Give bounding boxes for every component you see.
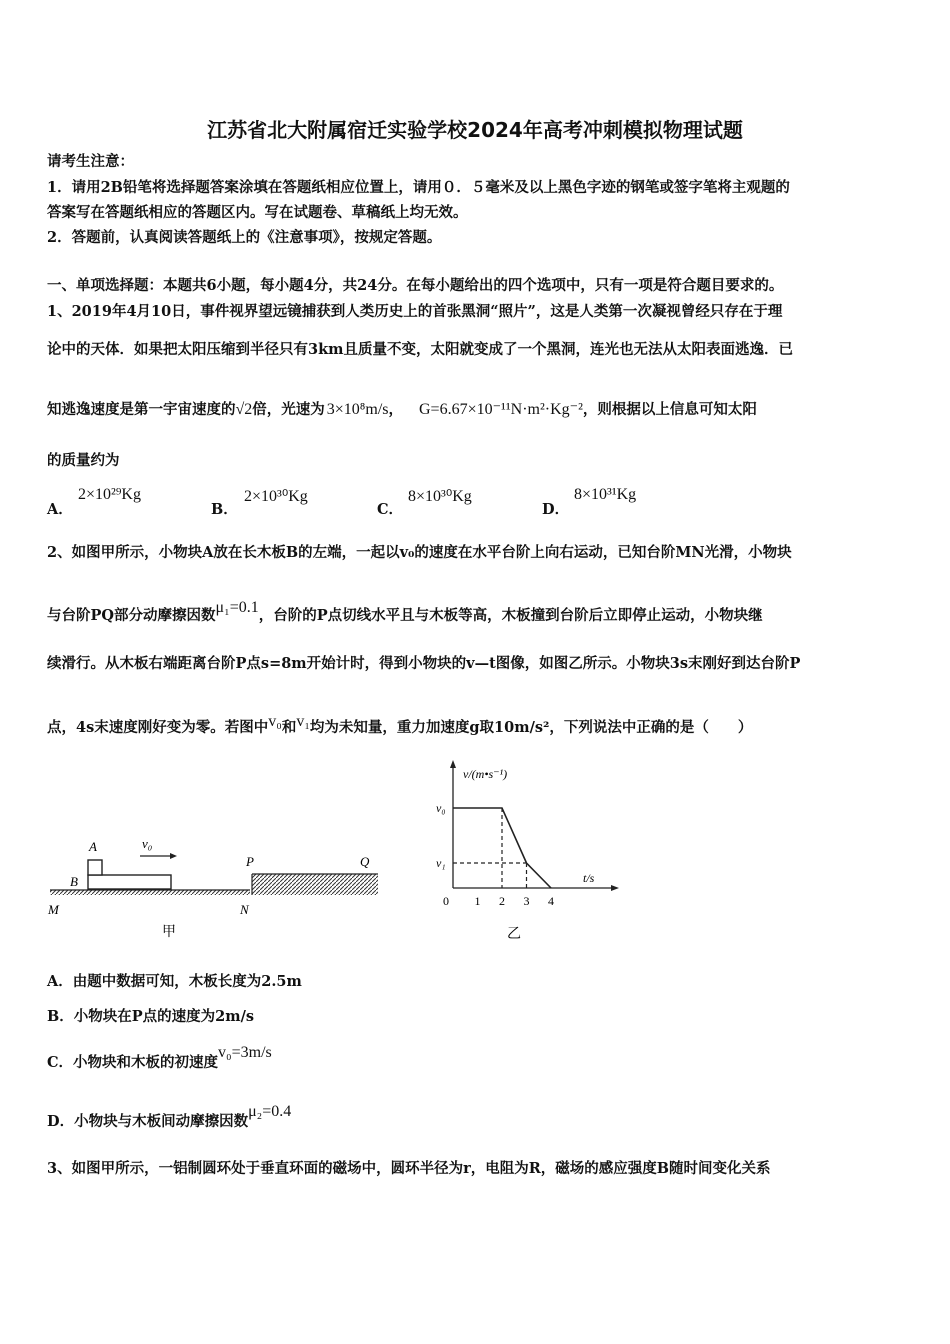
v1-symbol: v₁ — [296, 713, 310, 730]
step-pq — [252, 874, 378, 895]
q1-option-b-value: 2×10³⁰Kg — [244, 488, 308, 505]
mu1-value: μ₁=0.1 — [215, 599, 259, 616]
notice-item-2: 2．答题前，认真阅读答题纸上的《注意事项》，按规定答题。 — [47, 229, 442, 246]
notice-item-1a: 1．请用2B铅笔将选择题答案涂填在答题纸相应位置上，请用０．５毫米及以上黑色字迹的钢笔或签字笔将主观题的 — [47, 179, 790, 196]
q2-line-2a: 与台阶PQ部分动摩擦因数 — [47, 607, 216, 624]
q1-option-d-label: D． — [542, 501, 570, 518]
q2-option-c — [47, 1044, 272, 1073]
q1-line-3a: 知逃逸速度是第一宇宙速度的 — [47, 401, 236, 418]
q1-option-c-value: 8×10³⁰Kg — [408, 488, 472, 505]
section-heading: 一、单项选择题：本题共6小题，每小题4分，共24分。在每小题给出的四个选项中，只有一项是符合题目要求的。 — [47, 277, 784, 294]
label-a: A — [89, 839, 97, 854]
light-speed: 3×10⁸m/s — [326, 401, 389, 418]
y-axis-label: v/(m•s⁻¹) — [463, 767, 508, 781]
and-word: 和 — [281, 719, 297, 736]
label-q: Q — [360, 854, 370, 869]
q3-line-1: 3、如图甲所示，一铝制圆环处于垂直环面的磁场中，圆环半径为r，电阻为R，磁场的感应强度B随时间变化关系 — [47, 1160, 771, 1177]
label-p: P — [246, 854, 254, 869]
q2-line-4 — [47, 713, 753, 738]
q2-line-3: 续滑行。从木板右端距离台阶P点s=8m开始计时，得到小物块的v—t图像，如图乙所示。小物块3s末刚好到达台阶P — [47, 655, 801, 672]
q2-line-4a: 点，4s末速度刚好变为零。若图中 — [47, 719, 269, 736]
gravitational-constant: G=6.67×10⁻¹¹N·m²·Kg⁻² — [419, 401, 583, 418]
q1-line-4: 的质量约为 — [47, 452, 120, 469]
q2-line-2b: ，台阶的P点切线水平且与木板等高，木板撞到台阶后立即停止运动，小物块继 — [258, 607, 763, 624]
q1-option-a-label: A． — [47, 501, 73, 518]
q2-option-d-value: μ₂=0.4 — [248, 1103, 292, 1120]
q2-option-b: B．小物块在P点的速度为2m/s — [47, 1008, 255, 1025]
x-tick-label-0: 0 — [443, 894, 449, 908]
q2-option-d-text: D．小物块与木板间动摩擦因数 — [47, 1113, 249, 1130]
page-title: 江苏省北大附属宿迁实验学校2024年高考冲刺模拟物理试题 — [207, 118, 743, 142]
q2-option-c-text: C．小物块和木板的初速度 — [47, 1054, 219, 1071]
notice-item-1b: 答案写在答题纸相应的答题区内。写在试题卷、草稿纸上均无效。 — [47, 204, 468, 221]
x-tick-label-1: 1 — [474, 894, 481, 908]
q1-line-1: 1、2019年4月10日，事件视界望远镜捕获到人类历史上的首张黑洞“照片”，这是人类第一次凝视曾经只存在于理 — [47, 303, 783, 320]
q1-line-3c: ，则根据以上信息可知太阳 — [582, 401, 757, 418]
figure-caption-jia: 甲 — [162, 925, 176, 940]
q1-option-c-label: C． — [377, 501, 404, 518]
q2-option-d — [47, 1103, 292, 1132]
q2-option-c-value: v₀=3m/s — [218, 1044, 272, 1061]
x-tick-label-2: 2 — [499, 894, 505, 908]
block-a — [88, 860, 102, 875]
board-b — [88, 875, 171, 889]
label-n: N — [240, 902, 249, 917]
q1-option-a-value: 2×10²⁹Kg — [78, 486, 141, 503]
notice-heading: 请考生注意： — [47, 153, 134, 170]
q1-line-3b: 倍，光速为 — [252, 401, 325, 418]
y-tick-label-0: v₀ — [436, 801, 446, 815]
vt-series-line — [453, 808, 551, 888]
label-v0: v₀ — [142, 836, 153, 851]
y-tick-label-1: v₁ — [436, 856, 446, 870]
q1-line-3 — [47, 400, 757, 420]
figure-block-board — [40, 830, 390, 940]
label-m: M — [48, 902, 59, 917]
v0-symbol: v₀ — [268, 713, 282, 730]
figure-caption-yi: 乙 — [507, 927, 521, 942]
q2-line-4b: 均为未知量，重力加速度g取10m/s²，下列说法中正确的是（ ） — [309, 719, 753, 736]
q1-line-2: 论中的天体．如果把太阳压缩到半径只有3km且质量不变，太阳就变成了一个黑洞，连光也无法从太阳表面逃逸．已 — [47, 341, 793, 358]
vt-graph — [425, 758, 625, 943]
q1-option-b-label: B． — [211, 501, 238, 518]
x-tick-label-3: 3 — [523, 894, 530, 908]
sqrt-two: √2 — [235, 401, 253, 418]
q1-option-d-value: 8×10³¹Kg — [574, 486, 637, 503]
x-axis-label: t/s — [583, 871, 595, 885]
q2-line-1: 2、如图甲所示，小物块A放在长木板B的左端，一起以v₀的速度在水平台阶上向右运动，已知台阶MN光滑，小物块 — [47, 544, 792, 561]
ground-mn — [50, 890, 250, 895]
q2-line-2 — [47, 599, 763, 626]
q2-option-a: A．由题中数据可知，木板长度为2.5m — [47, 973, 302, 990]
comma: ， — [388, 401, 403, 418]
x-tick-label-4: 4 — [548, 894, 554, 908]
label-b: B — [70, 874, 78, 889]
